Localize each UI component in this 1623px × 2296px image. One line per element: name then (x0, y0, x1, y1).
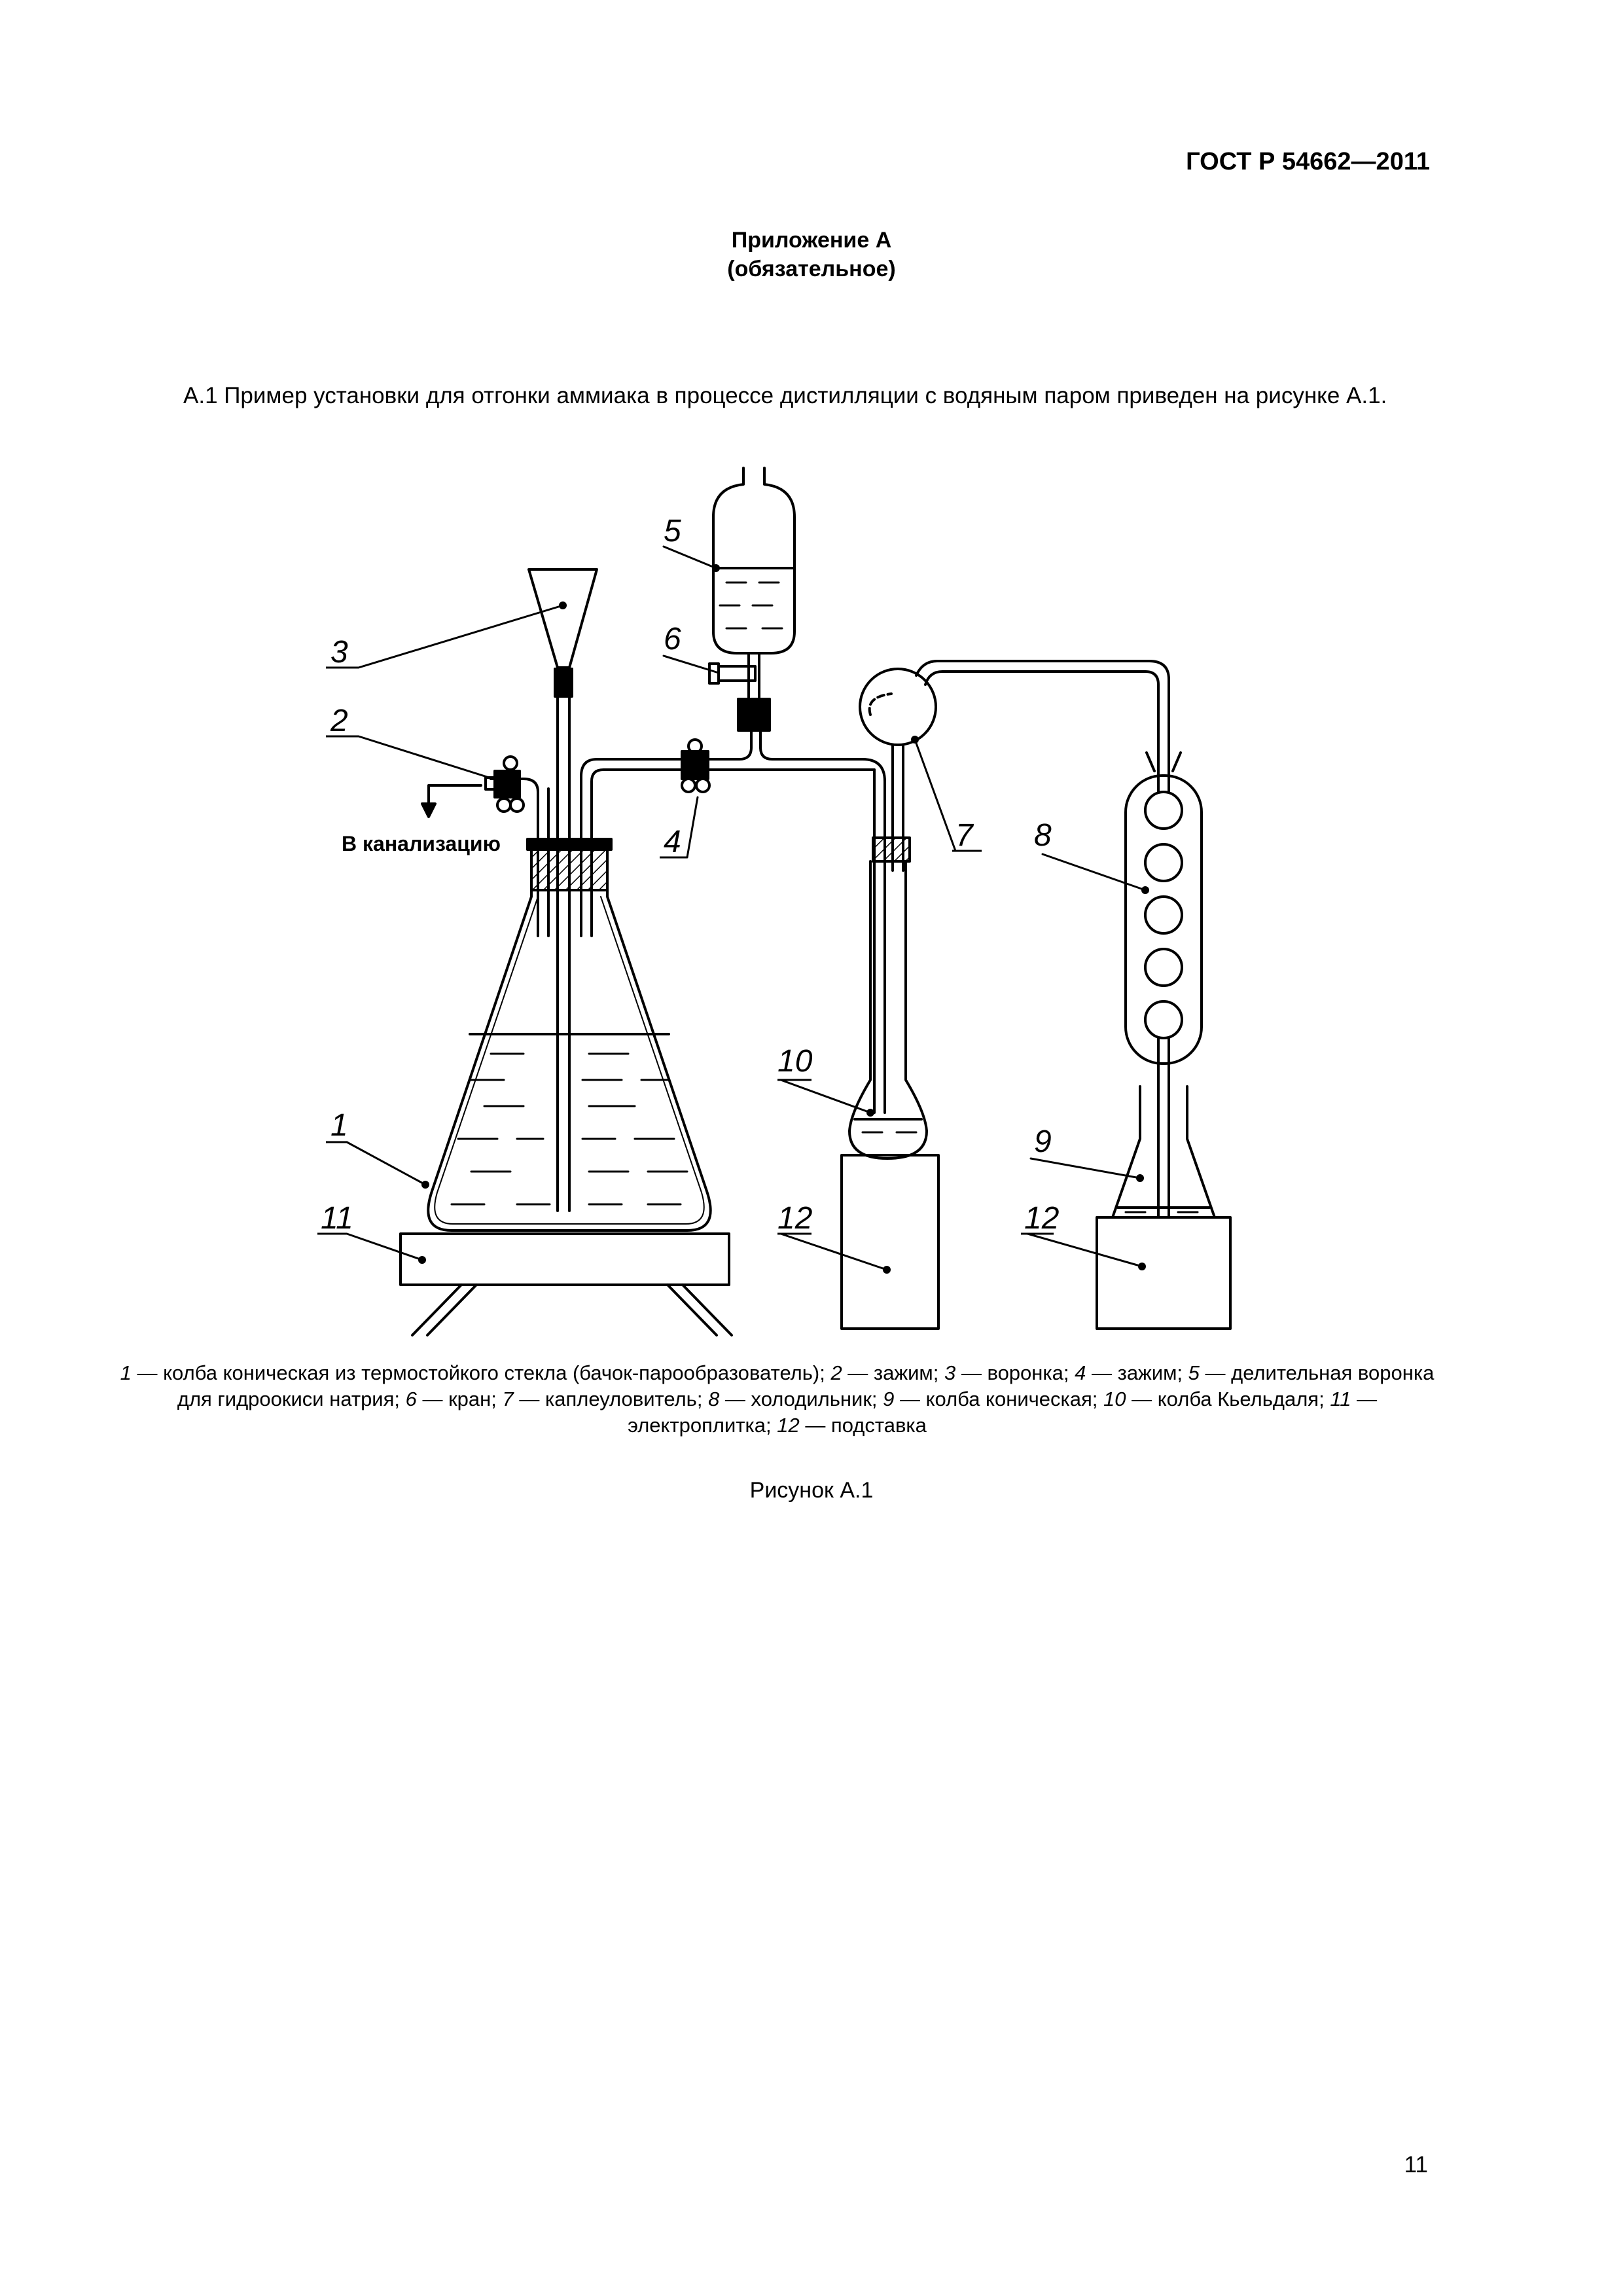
callout-10: 10 (777, 1044, 813, 1079)
legend-text: — делительная воронка для гидроокиси натрия; (177, 1361, 1435, 1410)
callout-11: 11 (321, 1201, 353, 1236)
annex-title: Приложение А (731, 228, 892, 253)
kjeldahl-flask (849, 838, 927, 1158)
callout-8: 8 (1034, 818, 1052, 853)
drain-label: В канализацию (342, 832, 501, 855)
legend-number: 1 (120, 1361, 132, 1384)
legend-number: 9 (883, 1388, 895, 1410)
legend-number: 11 (1330, 1388, 1351, 1410)
callout-1: 1 (330, 1108, 348, 1143)
callout-6: 6 (664, 622, 681, 656)
callout-12-left: 12 (777, 1201, 813, 1236)
stand-1 (842, 1155, 938, 1329)
callout-5: 5 (664, 514, 681, 548)
callout-9: 9 (1034, 1124, 1052, 1159)
callout-2: 2 (330, 704, 348, 738)
legend-text: — зажим; (1086, 1361, 1188, 1384)
callout-7: 7 (955, 818, 973, 853)
figure-title: Рисунок А.1 (749, 1478, 874, 1503)
legend-number: 10 (1103, 1388, 1126, 1410)
legend-number: 8 (708, 1388, 720, 1410)
legend-text: — холодильник; (719, 1388, 883, 1410)
callout-12-right: 12 (1024, 1201, 1060, 1236)
annex-status: (обязательное) (727, 257, 896, 281)
legend-number: 6 (405, 1388, 417, 1410)
legend-number: 3 (944, 1361, 956, 1384)
stand-2 (1097, 1217, 1230, 1329)
legend-number: 5 (1188, 1361, 1200, 1384)
figure-legend (111, 1360, 1443, 1439)
legend-text: — колба коническая; (894, 1388, 1104, 1410)
legend-text: — воронка; (955, 1361, 1075, 1384)
legend-number: 2 (830, 1361, 842, 1384)
legend-number: 7 (502, 1388, 514, 1410)
legend-text: — зажим; (842, 1361, 944, 1384)
legend-text: — каплеуловитель; (513, 1388, 709, 1410)
steam-transfer-tube (581, 707, 885, 1113)
callout-3: 3 (330, 635, 348, 670)
page-number: 11 (1404, 2152, 1428, 2178)
legend-text: — колба коническая из термостойкого стекла (бачок-парообразователь); (131, 1361, 831, 1384)
callout-4: 4 (664, 825, 681, 859)
legend-text: — колба Кьельдаля; (1126, 1388, 1330, 1410)
separatory-funnel (709, 468, 794, 730)
legend-text: — электроплитка; (628, 1388, 1378, 1437)
legend-number: 4 (1075, 1361, 1086, 1384)
legend-text: — подставка (799, 1414, 927, 1437)
document-code: ГОСТ Р 54662—2011 (1186, 148, 1430, 175)
hotplate (401, 1234, 732, 1335)
receiving-flask (1113, 1086, 1215, 1217)
legend-number: 12 (777, 1414, 800, 1437)
intro-paragraph: А.1 Пример установки для отгонки аммиака в процессе дистилляции с водяным паром приведен на рисунке А.1. (183, 383, 1387, 408)
legend-text: — кран; (416, 1388, 503, 1410)
